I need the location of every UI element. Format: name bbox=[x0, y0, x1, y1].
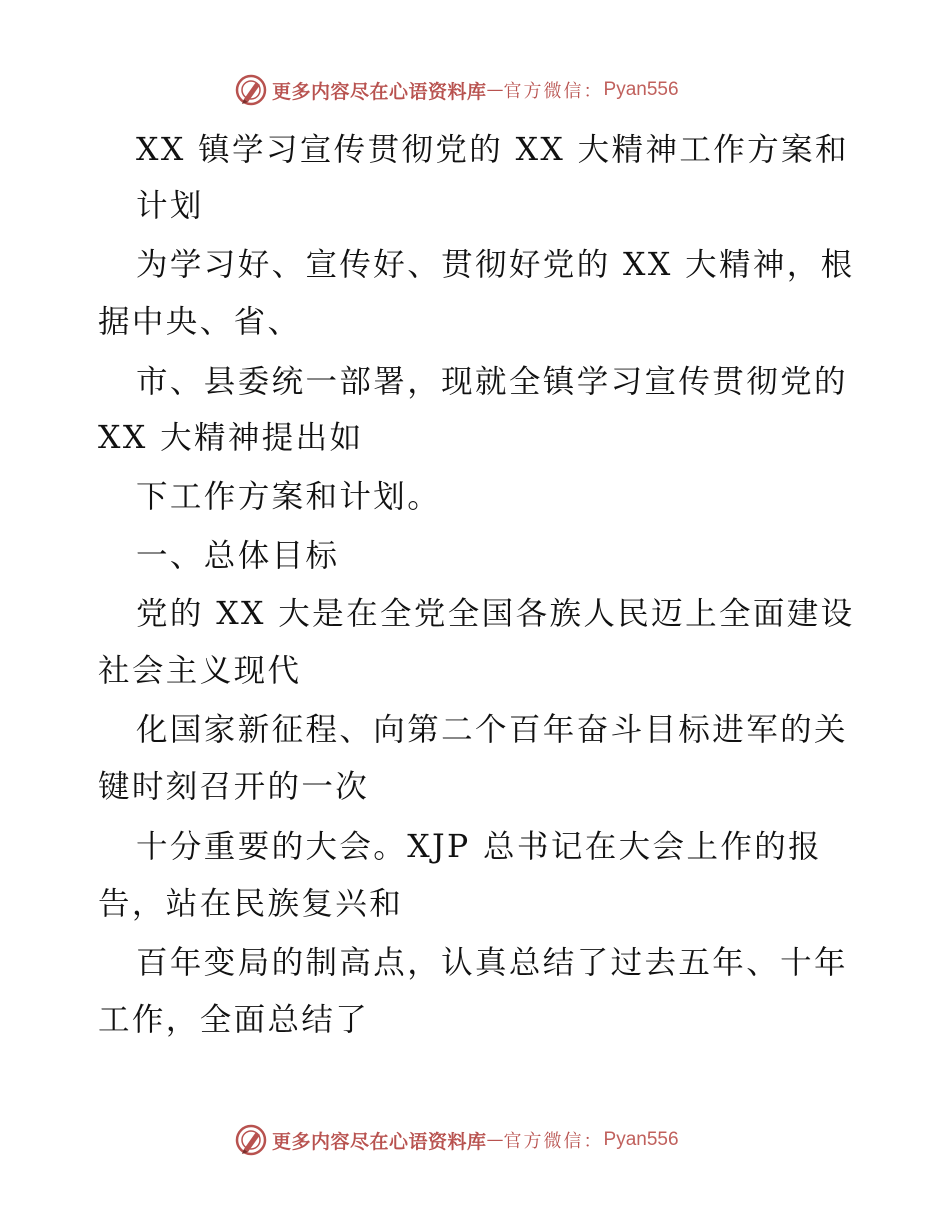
document-title-line-1: XX 镇学习宣传贯彻党的 XX 大精神工作方案和 bbox=[136, 132, 849, 168]
watermark-official-label: 官方微信： bbox=[503, 1131, 604, 1152]
pen-logo-icon bbox=[234, 73, 268, 107]
section-heading: 一、总体目标 bbox=[136, 538, 340, 574]
watermark-official-label: 官方微信： bbox=[503, 81, 604, 102]
watermark-dash: — bbox=[486, 1130, 504, 1150]
watermark-site-text: 更多内容尽在心语资料库 bbox=[272, 80, 487, 103]
body-line: 市、县委统一部署，现就全镇学习宣传贯彻党的 bbox=[136, 364, 848, 400]
body-line: 键时刻召开的一次 bbox=[98, 769, 370, 805]
watermark-dash: — bbox=[486, 80, 504, 100]
body-line: 党的 XX 大是在全党全国各族人民迈上全面建设 bbox=[136, 596, 855, 632]
document-title-line-2: 计划 bbox=[136, 188, 204, 224]
footer-watermark bbox=[234, 1122, 679, 1158]
body-line: 十分重要的大会。XJP 总书记在大会上作的报 bbox=[136, 829, 823, 865]
body-line: 工作，全面总结了 bbox=[98, 1002, 370, 1038]
body-line: 据中央、省、 bbox=[98, 304, 302, 340]
body-line: 百年变局的制高点，认真总结了过去五年、十年 bbox=[136, 945, 848, 981]
watermark-site-text: 更多内容尽在心语资料库 bbox=[272, 1130, 487, 1153]
body-line: 为学习好、宣传好、贯彻好党的 XX 大精神，根 bbox=[136, 247, 855, 283]
header-watermark bbox=[234, 72, 679, 108]
body-line: XX 大精神提出如 bbox=[98, 420, 364, 456]
body-line: 下工作方案和计划。 bbox=[136, 479, 442, 515]
body-line: 告，站在民族复兴和 bbox=[98, 886, 404, 922]
pen-logo-icon bbox=[234, 1123, 268, 1157]
body-line: 社会主义现代 bbox=[98, 653, 302, 689]
body-line: 化国家新征程、向第二个百年奋斗目标进军的关 bbox=[136, 712, 848, 748]
watermark-wechat-id: Pyan556 bbox=[603, 1129, 679, 1150]
watermark-wechat-id: Pyan556 bbox=[603, 79, 679, 100]
